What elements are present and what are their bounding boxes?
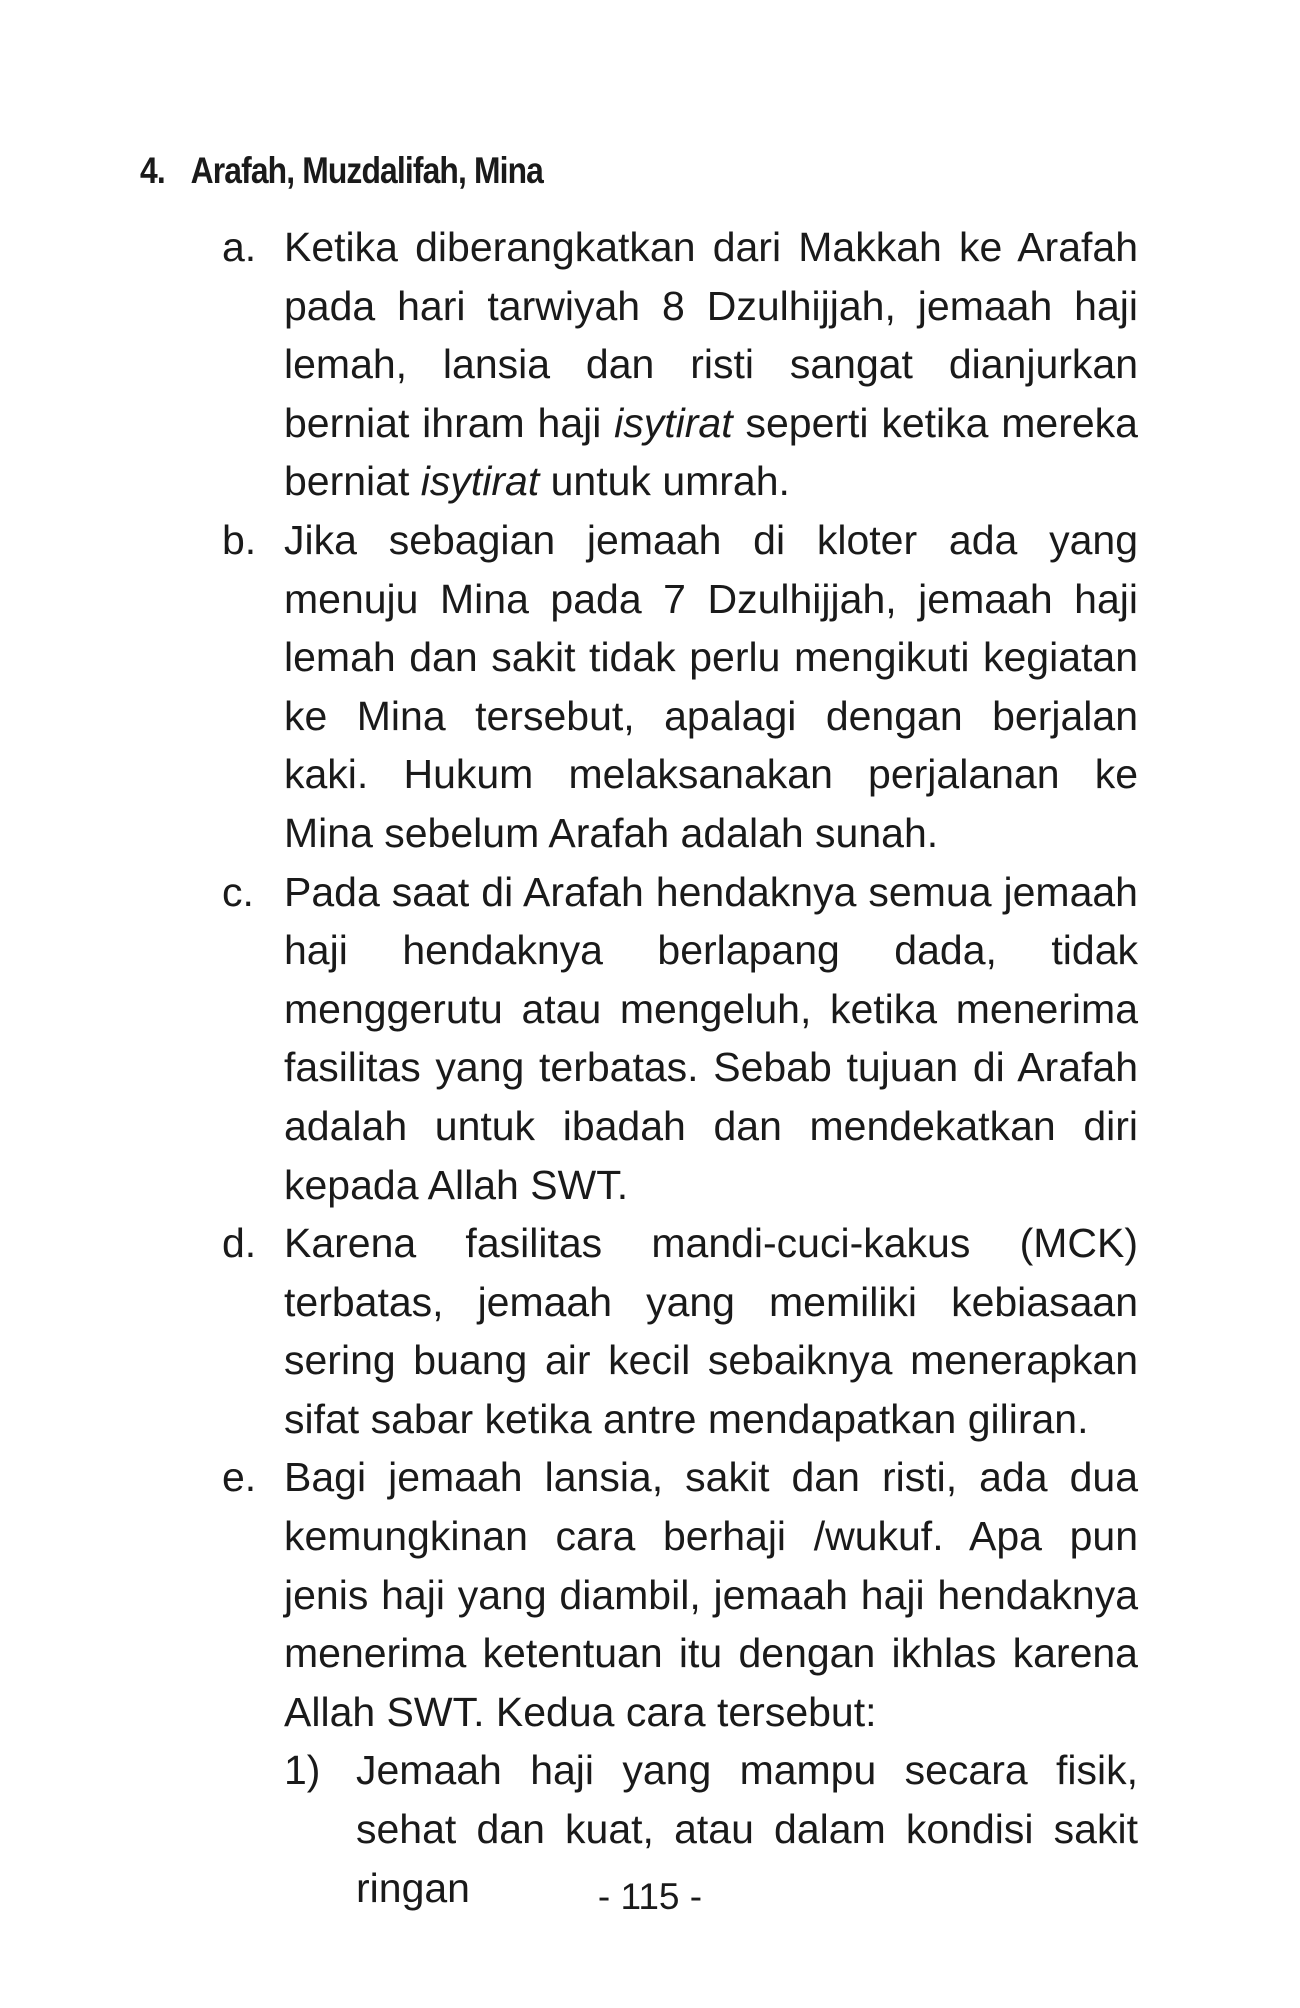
list-item <box>222 218 1138 511</box>
text-run: Pada saat di Arafah hendaknya semua jemaah haji hendaknya berlapang dada, tidak menggerutu atau mengeluh, ketika menerima fasilitas yang terbatas. Sebab tujuan di Arafah adalah untuk ibadah dan mendekatkan diri kepada Allah SWT. <box>284 868 1138 1208</box>
section-heading <box>140 150 543 192</box>
list-item-marker: c. <box>222 868 254 915</box>
text-run: Ketika diberangkatkan dari Makkah ke Arafah pada hari tarwiyah 8 Dzulhijjah, jemaah haji lemah, lansia dan risti sangat dianjurkan berniat ihram haji <box>284 224 1138 446</box>
list-item-marker: e. <box>222 1454 257 1501</box>
list-item-marker: b. <box>222 516 257 563</box>
text-run: seperti ketika mereka berniat <box>284 399 1138 505</box>
text-run: Karena fasilitas mandi-cuci-kakus (MCK) terbatas, jemaah yang memiliki kebiasaan sering buang air kecil sebaiknya menerapkan sifat sabar ketika antre mendapatkan giliran. <box>284 1220 1138 1442</box>
list-item-text <box>284 1448 1138 1741</box>
text-run: Jika sebagian jemaah di kloter ada yang menuju Mina pada 7 Dzulhijjah, jemaah haji lemah dan sakit tidak perlu mengikuti kegiatan ke Mina tersebut, apalagi dengan berjalan kaki. Hukum melaksanakan perjalanan ke Mina sebelum Arafah adalah sunah. <box>284 516 1138 856</box>
list-item <box>222 863 1138 1215</box>
item-list <box>222 218 1138 1917</box>
list-item-text <box>284 863 1138 1215</box>
italic-term: isytirat <box>614 399 733 446</box>
section-title: Arafah, Muzdalifah, Mina <box>190 150 544 191</box>
list-item-text <box>284 218 1138 511</box>
list-item-marker: d. <box>222 1220 257 1267</box>
list-item <box>222 511 1138 863</box>
text-run: Bagi jemaah lansia, sakit dan risti, ada dua kemungkinan cara berhaji /wukuf. Apa pun jenis haji yang diambil, jemaah haji hendaknya menerima ketentuan itu dengan ikhlas karena Allah SWT. Kedua cara tersebut: <box>284 1454 1138 1735</box>
sub-list-item-marker: 1) <box>284 1747 321 1794</box>
list-item-marker: a. <box>222 224 257 270</box>
sub-list-item-text: Jemaah haji yang mampu secara fisik, sehat dan kuat, atau dalam kondisi sakit ringan <box>356 1747 1138 1911</box>
section-number: 4. <box>140 150 165 191</box>
list-item <box>222 1448 1138 1917</box>
list-item-text <box>284 511 1138 863</box>
text-run: untuk umrah. <box>539 458 790 505</box>
page-number: - 115 - <box>597 1876 703 1917</box>
italic-term: isytirat <box>420 458 540 505</box>
list-item <box>222 1214 1138 1448</box>
list-item-text <box>284 1214 1138 1448</box>
